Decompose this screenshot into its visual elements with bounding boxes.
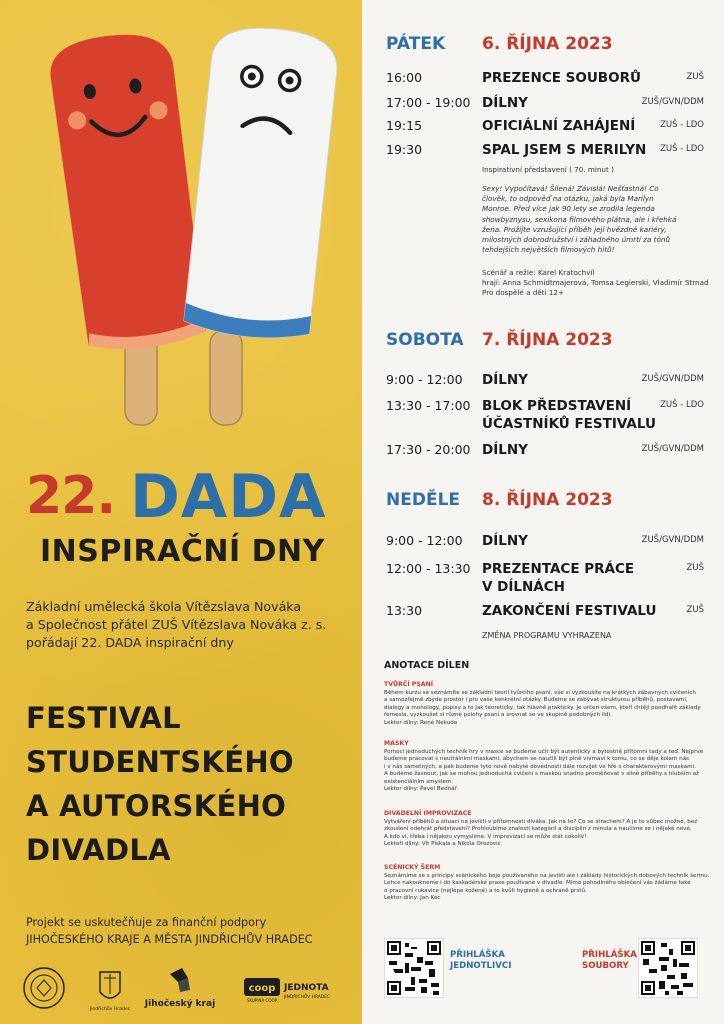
row-event-cont: V DÍLNÁCH	[482, 579, 565, 595]
zus-logo	[24, 968, 64, 1008]
credit-line: hrají: Anna Schmidtmajerová, Tomsa Legierski, Vladimír Strnad	[482, 278, 709, 288]
workshop-line: zkoušení odehrát představení? Prohloubíme znalosti kategorií a disciplín z minula a naučíme se i nějaké nové.	[384, 826, 692, 832]
workshop-line: a samozřejmě zbyde prostor i pro vaše konkrétní otázky. Budeme se zabývat strukturou příběhů, postavami,	[384, 697, 688, 703]
workshop-line: Lektor dílny: René Nekuda	[384, 719, 458, 726]
schedule-row	[386, 140, 704, 162]
popsicles-illustration	[30, 10, 350, 450]
funding-line: JIHOČESKÉHO KRAJE A MĚSTA JINDŘICHŮV HRADEC	[26, 933, 313, 946]
qr-label-groups	[582, 950, 637, 971]
coop-logo-subtext: SKUPINA COOP	[246, 998, 278, 1003]
qr-label-line: PŘIHLÁŠKA	[582, 950, 637, 960]
festival-title-line: DIVADLA	[26, 833, 171, 867]
workshop-line: Lektor dílny: Jan Kec	[384, 895, 441, 901]
workshop-line: Lektoři dílny: Vít Pískala a Nikola Orozović	[384, 841, 501, 847]
row-organizer: ZUŠ/GVN/DDM	[641, 444, 704, 454]
workshop-line: Pomocí jednoduchých technik hry v masce se budeme učit být autenticky a bytostně přítomni tady a teď. Nejprve	[384, 748, 704, 755]
workshop-block	[384, 864, 714, 903]
festival-title-line: A AUTORSKÉHO	[26, 789, 287, 823]
row-organizer: ZUŠ	[686, 563, 704, 573]
row-event: BLOK PŘEDSTAVENÍ	[482, 398, 632, 414]
row-time: 17:30 - 20:00	[386, 442, 471, 457]
day-date: 6. ŘÍJNA 2023	[482, 34, 613, 54]
row-time: 9:00 - 12:00	[386, 372, 463, 387]
schedule-row	[386, 601, 704, 623]
row-event: ZAKONČENÍ FESTIVALU	[482, 603, 657, 619]
day-header-sunday	[386, 490, 613, 510]
row-organizer: ZUŠ/GVN/DDM	[641, 97, 704, 107]
workshop-line: o pracovní rukavice (nejlépe kožené) a to kvůli hygieně a ochraně prstů.	[384, 887, 587, 894]
city-crest-logo	[89, 972, 131, 1012]
qr-label-line: SOUBORY	[582, 960, 629, 971]
schedule-row	[386, 440, 704, 462]
row-event: DÍLNY	[482, 533, 528, 549]
workshop-line: A budeme žasnout, jak se mohou jednoduchá cvičení s maskou snadno proměňovat v silné příběhy s hlubším až	[384, 771, 699, 777]
qr-label-line: JEDNOTLIVCI	[450, 960, 512, 971]
row-time: 13:30 - 17:00	[386, 398, 471, 413]
row-event: SPAL JSEM S MERILYN	[482, 142, 647, 158]
workshop-line: řemesla, vyzkoušet si různé polohy psaní a srovnat se ve skupině podobných lidí.	[384, 712, 612, 718]
description-line: tehdejších největších filmových hitů!	[482, 245, 615, 255]
day-header-saturday	[386, 330, 613, 350]
workshop-line: Během kurzu se seznámíte se základní teorií tvůrčího psaní, vše si vyzkoušíte na krátkých zábavných cvičeních	[384, 689, 696, 696]
workshop-heading: TVŮRČÍ PSANÍ	[384, 681, 434, 688]
workshop-line: Seznámíme se s principy scénického boje používaného na jevišti ale i základy historických dobových technik šermu.	[384, 872, 710, 879]
coop-logo	[244, 978, 330, 1003]
schedule-row	[386, 93, 704, 115]
day-header-friday	[386, 34, 613, 54]
qr-label-individuals	[450, 950, 511, 971]
row-organizer: ZUŠ - LDO	[660, 144, 704, 154]
row-organizer: ZUŠ	[686, 72, 704, 82]
program-change-note: ZMĚNA PROGRAMU VYHRAZENA	[482, 631, 612, 640]
description-line: člověk, to odpověď na otázku, jaká byla Marilyn	[482, 194, 654, 204]
workshop-line: A kdo ví, třeba i nějakou vymyslíme. V improvizaci se může stát cokoliv!	[384, 833, 587, 840]
schedule-row	[386, 370, 704, 392]
qr-code-individuals[interactable]	[384, 938, 444, 998]
row-event: PREZENTACE PRÁCE	[482, 561, 635, 577]
festival-title-line: FESTIVAL	[26, 701, 181, 735]
show-note	[482, 165, 702, 175]
organizers	[26, 598, 356, 652]
city-caption: Jindřichův Hradec	[89, 1007, 131, 1012]
region-logo	[144, 968, 215, 1009]
show-description	[482, 184, 702, 255]
schedule-row	[386, 559, 704, 599]
qr-label-line: PŘIHLÁŠKA	[450, 950, 505, 960]
show-duration: Inspirativní představení ( 70. minut )	[482, 165, 614, 174]
organizer-line: pořádají 22. DADA inspirační dny	[26, 635, 234, 650]
workshop-block	[384, 810, 714, 849]
row-event-cont: ÚČASTNÍKŮ FESTIVALU	[482, 416, 656, 432]
row-time: 9:00 - 12:00	[386, 533, 463, 548]
workshop-line: Vytváření příběhů a situací na jevišti v přítomnosti diváka. Jak na to? Co se strachem? A je to vůbec možné, bez	[384, 818, 698, 825]
workshop-line: existenciálním smyslem.	[384, 778, 454, 785]
workshop-line: i v nás samotných, a pak budeme tyto nově nabyté dovednosti dále rozvíjet ve hře s charakterovými maskami.	[384, 763, 696, 770]
day-name: NEDĚLE	[386, 490, 461, 510]
sponsor-logos	[20, 964, 360, 1014]
organizer-line: Základní umělecká škola Vítězslava Nováka	[26, 599, 302, 614]
credit-line: Pro dospělé a děti 12+	[482, 288, 565, 298]
row-organizer: ZUŠ/GVN/DDM	[641, 535, 704, 545]
schedule-row	[386, 68, 704, 90]
qr-code-groups[interactable]	[638, 938, 698, 998]
row-time: 12:00 - 13:30	[386, 561, 471, 576]
row-event: DÍLNY	[482, 372, 528, 388]
festival-subtitle: INSPIRAČNÍ DNY	[40, 534, 325, 569]
workshop-line: budeme pracovat s neutrálními maskami, abychom se naučili být plně vnímaví k tomu, co se děje kolem nás	[384, 756, 690, 762]
description-line: Monroe. Před více jak 90 lety se zrodila legenda	[482, 204, 655, 214]
organizer-line: a Společnost přátel ZUŠ Vítězslava Nováka z. s.	[26, 617, 327, 632]
schedule-row	[386, 396, 704, 436]
day-name: PÁTEK	[386, 34, 446, 54]
funding-line: Projekt se uskutečňuje za finanční podpory	[26, 916, 267, 929]
row-time: 17:00 - 19:00	[386, 95, 471, 110]
day-date: 8. ŘÍJNA 2023	[482, 490, 613, 510]
edition-number: 22.	[26, 466, 116, 526]
workshop-line: dialogy a monology, popisy a to jak teoreticky, tak hlavně prakticky. Je určen všem, kteří chtějí poodhalit základy	[384, 704, 701, 711]
description-line: Sexy! Vypočítavá! Šílená! Závislá! Nešťastná! Co	[482, 184, 659, 193]
workshop-line: Lektor dílny: Pavel Bednář	[384, 786, 457, 792]
festival-title	[26, 696, 294, 872]
workshops-title: ANOTACE DÍLEN	[384, 660, 470, 671]
jednota-logo-text: JEDNOTA	[284, 983, 329, 993]
row-time: 19:15	[386, 118, 423, 133]
region-logo-text: Jihočeský kraj	[144, 999, 216, 1009]
workshop-heading: SCÉNICKÝ ŠERM	[384, 864, 441, 871]
jednota-logo-subtext: JINDŘICHŮV HRADEC	[284, 995, 330, 1000]
day-date: 7. ŘÍJNA 2023	[482, 330, 613, 350]
workshop-heading: MASKY	[384, 740, 409, 747]
row-organizer: ZUŠ - LDO	[660, 120, 704, 130]
workshop-line: Lehce nakoukneme i do kaskadérské praxe používané v divadle. Mimo pohodlného oblečení vás žádáme také	[384, 880, 691, 886]
row-organizer: ZUŠ - LDO	[660, 400, 704, 410]
day-name: SOBOTA	[386, 330, 464, 350]
row-event: DÍLNY	[482, 95, 528, 111]
credit-line: Scénář a režie: Karel Kratochvíl	[482, 268, 595, 277]
schedule-row	[386, 116, 704, 138]
row-time: 13:30	[386, 603, 423, 618]
workshop-heading: DIVADELNÍ IMPROVIZACE	[384, 810, 472, 817]
row-event: PREZENCE SOUBORŮ	[482, 70, 641, 86]
funding-note	[26, 914, 356, 948]
workshop-block	[384, 740, 714, 794]
festival-name: DADA	[130, 462, 327, 532]
festival-title-line: STUDENTSKÉHO	[26, 745, 294, 779]
row-time: 19:30	[386, 142, 423, 157]
show-credits	[482, 268, 709, 299]
row-event: DÍLNY	[482, 442, 528, 458]
row-event: OFICIÁLNÍ ZAHÁJENÍ	[482, 118, 636, 134]
description-line: milostných dobrodružství i záhadného úmrtí za tónů	[482, 235, 670, 245]
description-line: showbyznysu, sexikona filmového plátna, ale i křehká	[482, 214, 677, 224]
row-time: 16:00	[386, 70, 423, 85]
row-organizer: ZUŠ/GVN/DDM	[641, 374, 704, 384]
coop-logo-text: coop	[248, 983, 276, 994]
row-organizer: ZUŠ	[686, 605, 704, 615]
workshop-block	[384, 681, 714, 727]
schedule-row	[386, 531, 704, 553]
description-line: žena. Prožijte vzrušující příběh její hvězdné kariéry,	[482, 224, 667, 234]
